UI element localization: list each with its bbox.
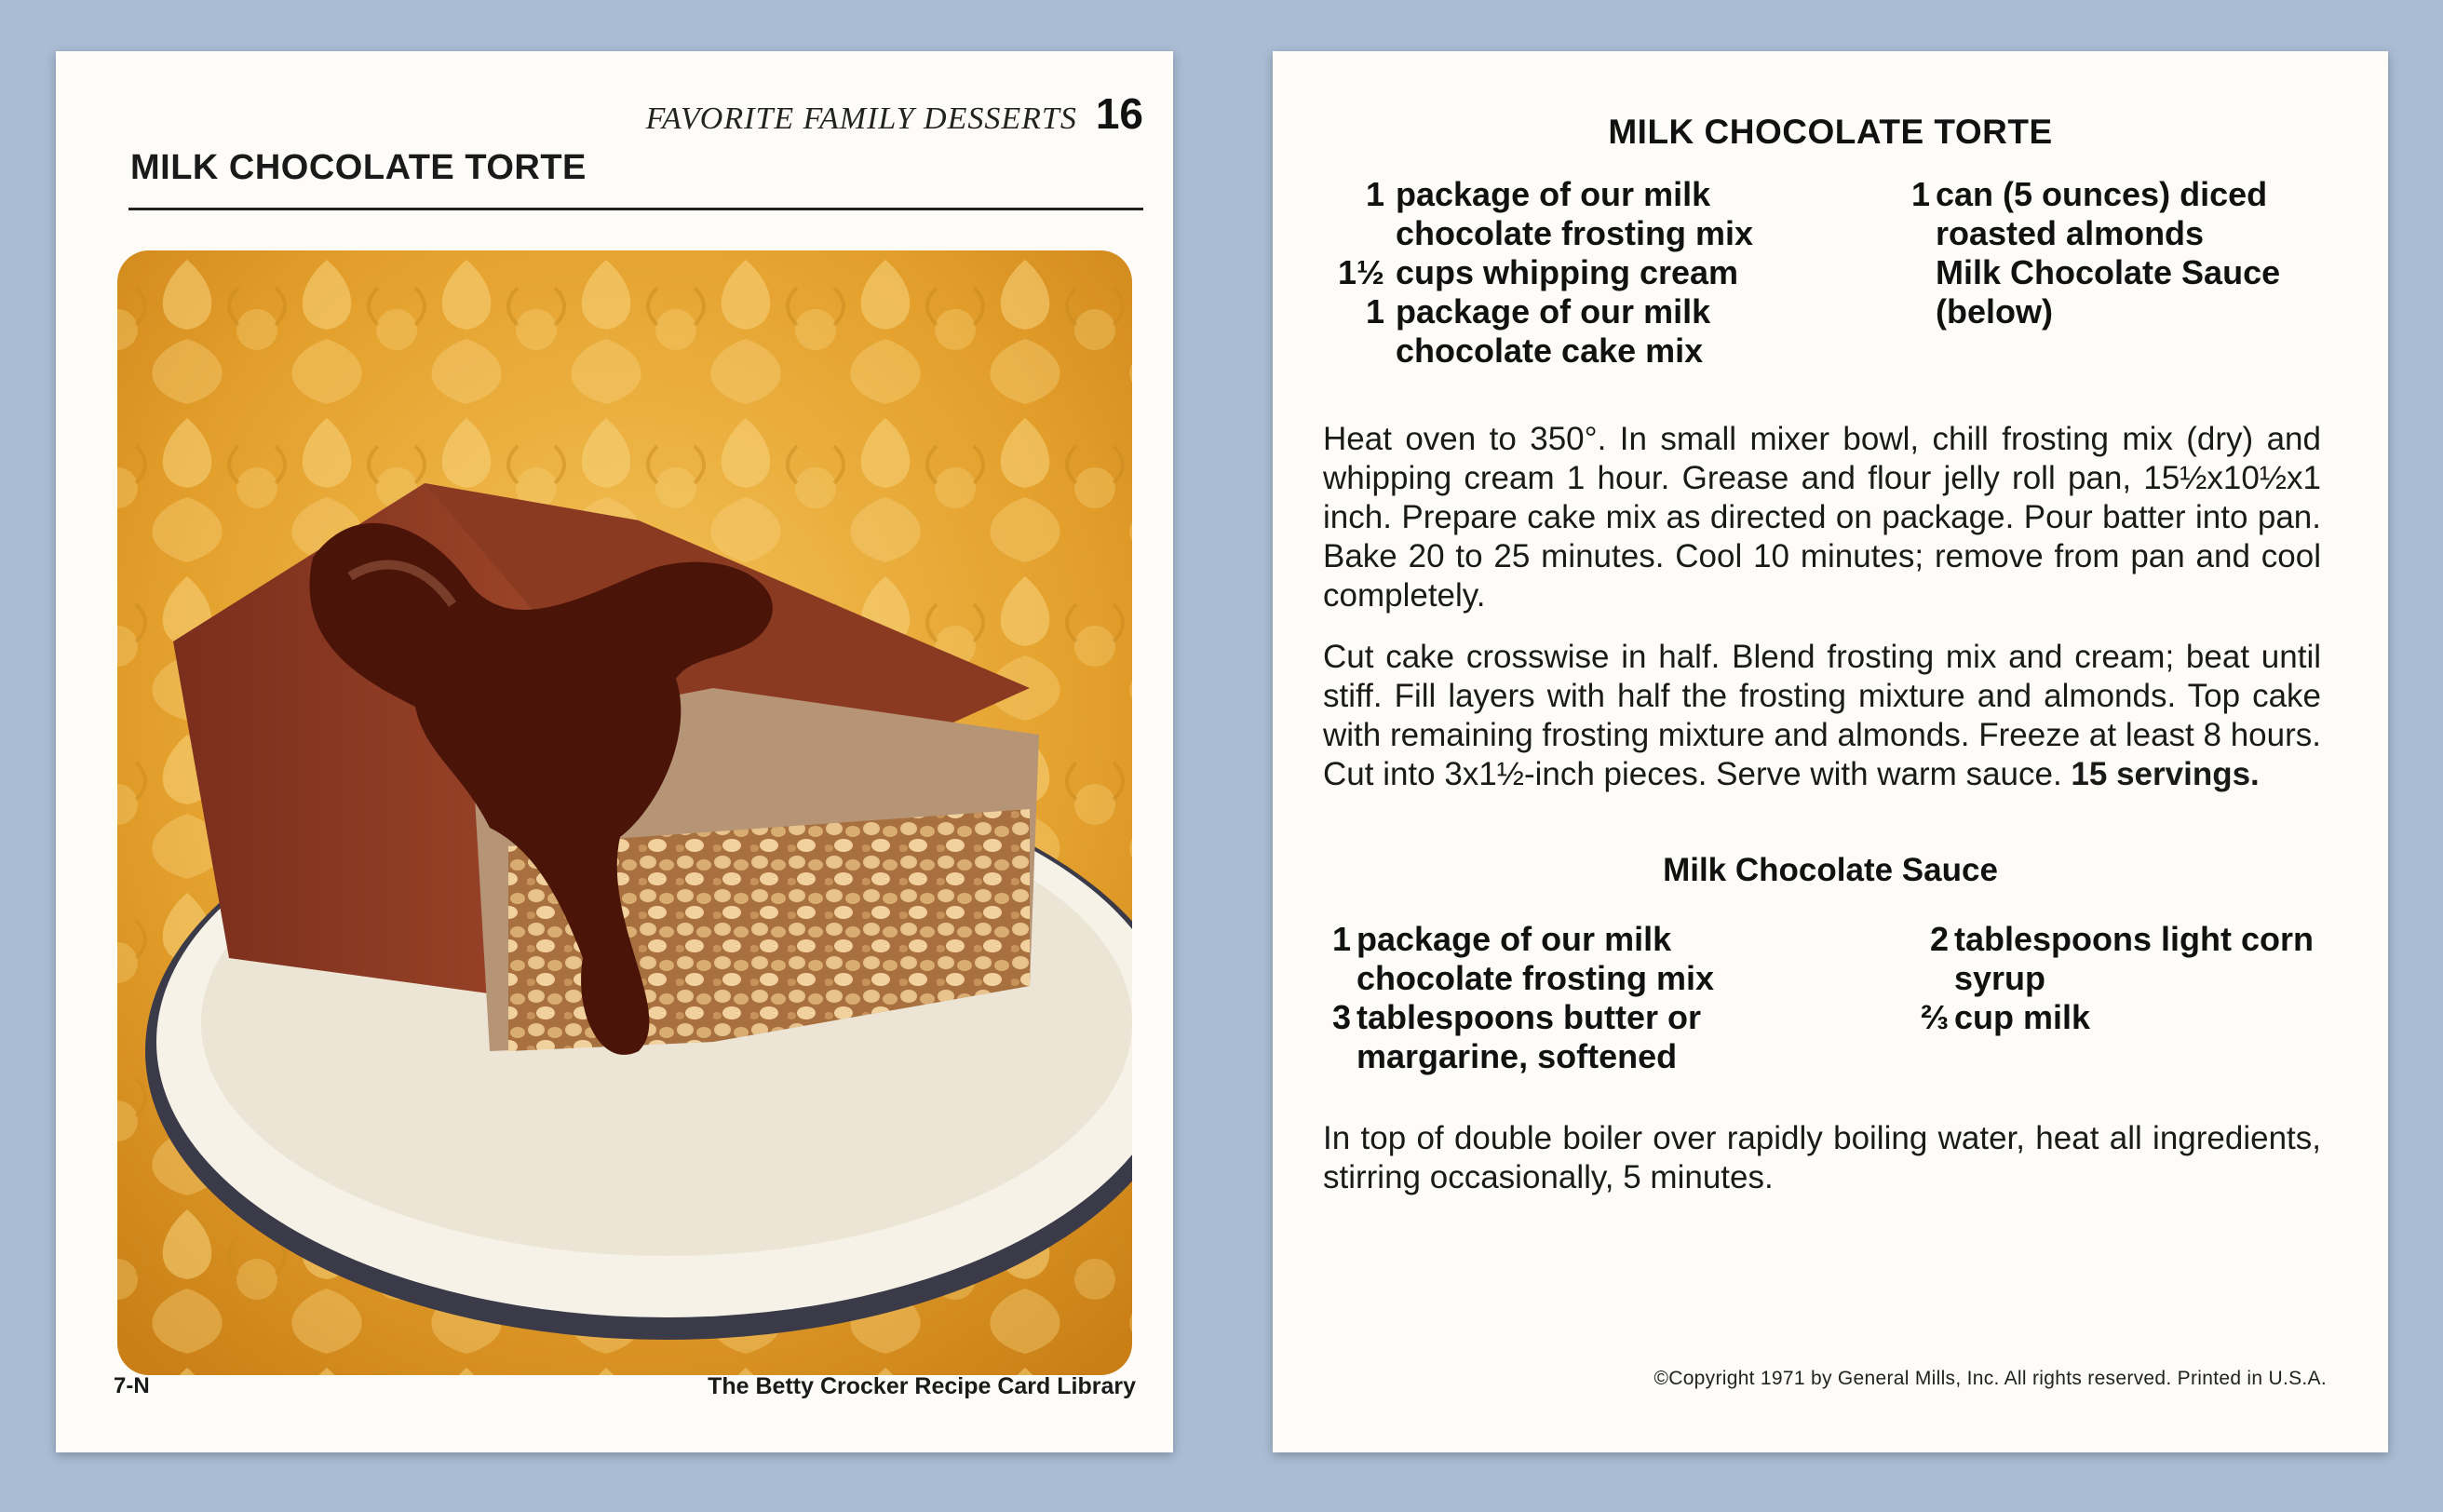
ingredients-left — [1319, 175, 1753, 371]
ingredient-qty: 1 — [1331, 920, 1351, 958]
ingredient-line: package of our milk — [1396, 175, 1711, 213]
copyright-notice: ©Copyright 1971 by General Mills, Inc. All rights reserved. Printed in U.S.A. — [1653, 1368, 2327, 1389]
sauce-directions: In top of double boiler over rapidly boiling water, heat all ingredients, stirring occasionally, 5 minutes. — [1323, 1120, 2321, 1195]
directions-paragraph-1: Heat oven to 350°. In small mixer bowl, chill frosting mix (dry) and whipping cream 1 hour. Grease and flour jelly roll pan, 15½x10½x1 inch. Prepare cake mix as directed on package. Pour batter into pan. Bake 20 to 25 minutes. Cool 10 minutes; remove from pan and cool completely. — [1323, 421, 2321, 614]
ingredient-item — [1319, 292, 1753, 371]
ingredient-item — [1921, 920, 2314, 998]
back-recipe-title: MILK CHOCOLATE TORTE — [1608, 113, 2053, 151]
ingredient-line: tablespoons light corn — [1954, 920, 2315, 958]
sauce-title: Milk Chocolate Sauce — [1663, 852, 1998, 888]
card-number: 16 — [1095, 89, 1143, 138]
ingredient-line: cups whipping cream — [1396, 253, 1739, 291]
servings: 15 servings. — [2071, 756, 2260, 792]
ingredient-line: cup milk — [1954, 998, 2091, 1036]
ingredient-qty: 1 — [1910, 175, 1930, 213]
directions-paragraph-2 — [1323, 638, 2321, 794]
ingredient-item — [1323, 998, 1714, 1076]
ingredient-line: Milk Chocolate Sauce — [1936, 253, 2281, 291]
library-name: The Betty Crocker Recipe Card Library — [708, 1373, 1136, 1399]
ingredient-line: (below) — [1936, 292, 2053, 331]
sauce-ingredients-right — [1921, 920, 2314, 1037]
ingredient-line: tablespoons butter or — [1356, 998, 1702, 1036]
ingredient-line: roasted almonds — [1936, 214, 2205, 252]
ingredient-item — [1921, 998, 2314, 1037]
ingredient-qty — [1902, 253, 1936, 331]
ingredient-qty: 1½ — [1337, 253, 1384, 291]
ingredient-qty: 3 — [1331, 998, 1351, 1036]
directions-text: Cut cake crosswise in half. Blend frosting mix and cream; beat until stiff. Fill layers with half the frosting mixture and almonds. Top cake with remaining frosting mixture and almonds. Freeze at least 8 hours. Cut into 3x1½-inch pieces. Serve with warm sauce. — [1323, 639, 2321, 792]
ingredient-line: package of our milk — [1356, 920, 1672, 958]
series-header — [646, 88, 1143, 139]
ingredient-line: syrup — [1954, 959, 2046, 997]
ingredient-line: package of our milk — [1396, 292, 1711, 331]
sauce-ingredients-left — [1323, 920, 1714, 1076]
ingredient-item — [1319, 253, 1753, 292]
torte-photo — [117, 250, 1132, 1375]
ingredient-item — [1323, 920, 1714, 998]
ingredient-item — [1319, 175, 1753, 253]
ingredient-qty: ⅔ — [1921, 998, 1950, 1036]
ingredient-qty: 1 — [1365, 175, 1384, 213]
ingredient-item — [1902, 253, 2280, 331]
title-rule — [128, 208, 1143, 210]
series-name: FAVORITE FAMILY DESSERTS — [645, 101, 1077, 136]
ingredient-line: chocolate frosting mix — [1396, 214, 1754, 252]
ingredient-line: chocolate frosting mix — [1356, 959, 1715, 997]
torte-photo-illustration — [117, 250, 1132, 1375]
ingredient-line: chocolate cake mix — [1396, 331, 1704, 370]
ingredient-line: can (5 ounces) diced — [1936, 175, 2268, 213]
ingredients-right — [1902, 175, 2280, 331]
back-card — [1273, 51, 2388, 1452]
front-recipe-title: MILK CHOCOLATE TORTE — [130, 148, 587, 187]
ingredient-line: margarine, softened — [1356, 1037, 1678, 1075]
ingredient-qty: 2 — [1929, 920, 1949, 958]
ingredient-qty: 1 — [1365, 292, 1384, 331]
card-code: 7-N — [114, 1373, 150, 1398]
ingredient-item — [1902, 175, 2280, 253]
front-card — [56, 51, 1173, 1452]
